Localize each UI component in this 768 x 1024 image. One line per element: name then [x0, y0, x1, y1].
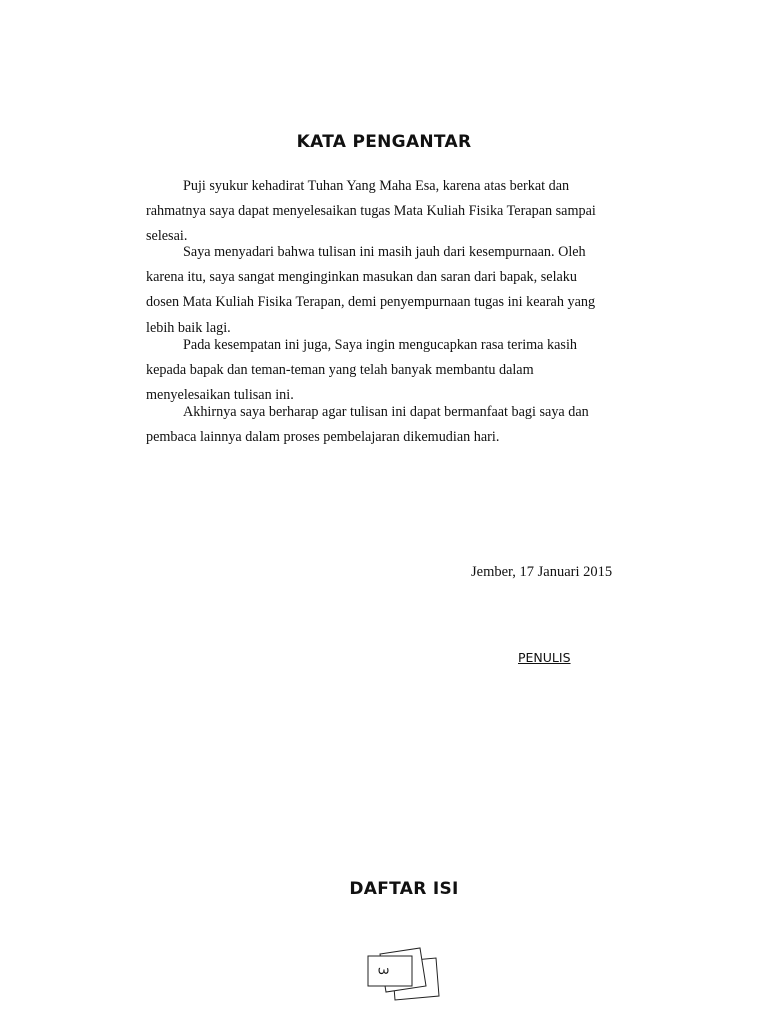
paragraph-1-line-1: Puji syukur kehadirat Tuhan Yang Maha Esa, karena atas berkat dan	[183, 178, 570, 194]
paragraph-1-line-2: rahmatnya saya dapat menyelesaikan tugas Mata Kuliah Fisika Terapan sampai	[146, 203, 596, 219]
paragraph-3-line-3: menyelesaikan tulisan ini.	[146, 387, 294, 403]
paragraph-1-line-3: selesai.	[146, 228, 188, 244]
paragraph-2-line-2: karena itu, saya sangat menginginkan masukan dan saran dari bapak, selaku	[146, 269, 577, 285]
next-section-title: DAFTAR ISI	[349, 879, 459, 899]
paragraph-2-line-4: lebih baik lagi.	[146, 320, 231, 336]
paragraph-4-line-1: Akhirnya saya berharap agar tulisan ini dapat bermanfaat bagi saya dan	[183, 404, 589, 420]
page-number: 3	[374, 966, 390, 976]
paragraph-2-line-1: Saya menyadari bahwa tulisan ini masih jauh dari kesempurnaan. Oleh	[183, 244, 586, 260]
date-line: Jember, 17 Januari 2015	[471, 564, 613, 580]
paragraph-3-line-2: kepada bapak dan teman-teman yang telah banyak membantu dalam	[146, 362, 534, 378]
paragraph-4-line-2: pembaca lainnya dalam proses pembelajaran dikemudian hari.	[146, 429, 500, 445]
page-title: KATA PENGANTAR	[296, 132, 472, 152]
signature-label: PENULIS	[518, 650, 571, 665]
paragraph-3-line-1: Pada kesempatan ini juga, Saya ingin mengucapkan rasa terima kasih	[183, 337, 577, 353]
paragraph-2-line-3: dosen Mata Kuliah Fisika Terapan, demi penyempurnaan tugas ini kearah yang	[146, 294, 596, 310]
page-number-icon	[360, 944, 450, 1004]
